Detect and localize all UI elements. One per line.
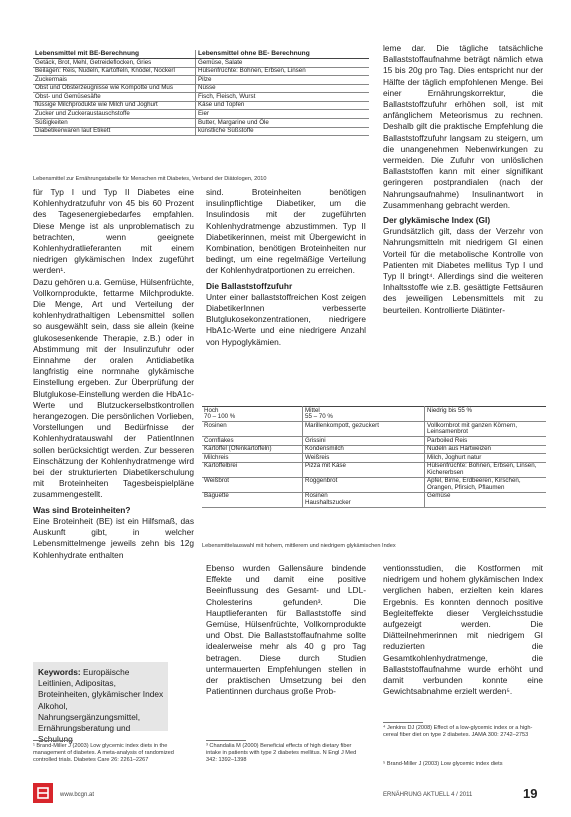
table-caption: Lebensmittelauswahl mit hohem, mittlerem und niedrigem glykämischen Index [202, 543, 396, 549]
paragraph: für Typ I und Typ II Diabetes eine Kohlenhydratzufuhr von 45 bis 60 Prozent des Tagesenergiebedarfes empfahlen. Diese Menge ist als unproblematisch zu betrachten, wenn geeignete Kohlenhydratlieferanten mit einem niedrigen glykämischen Index zugeführt werden¹. [33, 187, 194, 276]
table-cell: Rosinen Haushaltszucker [303, 492, 425, 507]
be-food-table [33, 50, 369, 136]
keywords-label: Keywords: [38, 667, 81, 677]
table-cell: Nudeln aus Hartweizen [425, 445, 547, 454]
table-cell: Grissini [303, 437, 425, 446]
publisher-logo-icon [33, 783, 53, 803]
table-cell: Käse und Topfen [196, 101, 370, 110]
table-header: Mittel 55 – 70 % [303, 407, 425, 422]
table-cell: Diabetikerwaren laut Etikett [33, 127, 196, 136]
paragraph: ventionsstudien, die Kostformen mit niedrigem und hohem glykämischen Index verglichen haben, erzielten kein klares Ergebnis. Es konnten dennoch positive Begleiteffekte dieser Vergleichsstudie aufgezeigt werden. Die Diätteilnehmerinnen mit niedrigem GI reduzierten die Gesamtkohlenhydratmenge, die Ballaststoffaufnahme wurde erhöht und damit verbunden konnte eine Gewichtsabnahme erzielt werden⁵. [383, 563, 543, 697]
text-column-3-lower [383, 563, 543, 697]
table-cell: Milchreis [202, 454, 303, 463]
paragraph: leme dar. Die tägliche tatsächliche Ballaststoffaufnahme beträgt nämlich etwa 15 bis 20g pro Tag. Dies entspricht nur der Hälfte der täglich empfohlenen Menge. Bei einer Ernährungskorrektur, die Ballaststoffzufuhr erhöhen soll, ist mit anfänglichem Meteorismus zu rechnen. Deshalb gilt die praktische Empfehlung die Ballaststoffzufuhr langsam zu steigern, um die unangenehmen Nebenwirkungen zu vermeiden. Die Zufuhr von unlöslichen Ballaststoffen kann mit einer signifikant geringeren postprandialen (nach der Nahrungsaufnahme) Insulinantwort in Zusammenhang gebracht werden. [383, 43, 543, 210]
table-cell: Obst- und Gemüsesäfte [33, 93, 196, 102]
publisher-logo-icon [33, 783, 53, 803]
page-number: 19 [523, 786, 538, 801]
table-cell: Obst und Obsterzeugnisse wie Kompotte und Mus [33, 84, 196, 93]
table-cell: Beilagen: Reis, Nudeln, Kartoffeln, Knödel, Nockerl [33, 67, 196, 76]
footnote: ¹ Brand-Miller J (2003) Low glycemic index diets in the management of diabetes. A meta-analysis of randomized controlled trials. Diabetes Care 26: 2261–2267 [33, 743, 174, 763]
table-cell: Getäck, Brot, Mehl, Getreideflocken, Gries [33, 58, 196, 67]
table-cell: Gemüse, Salate [196, 58, 370, 67]
table-cell: Pizza mit Käse [303, 462, 425, 477]
footnote-rule [383, 722, 423, 723]
table-cell: Hülsenfrüchte: Bohnen, Erbsen, Linsen [196, 67, 370, 76]
table-cell: Rosinen [202, 422, 303, 437]
table-cell: Eier [196, 110, 370, 119]
paragraph: Eine Broteinheit (BE) ist ein Hilfsmaß, das Auskunft gibt, in welcher Lebensmittelmenge jeweils zehn bis 12g Kohlenhydrate enthalten [33, 515, 194, 560]
table-header: Niedrig bis 55 % [425, 407, 547, 422]
footnote: ⁴ Jenkins DJ (2008) Effect of a low-glycemic index or a high-cereal fiber diet on type 2 diabetes. JAMA 300: 2742–2753 [383, 725, 533, 738]
footnote-rule [33, 740, 73, 741]
text-column-2 [206, 187, 366, 348]
text-column-1 [33, 187, 194, 561]
table-cell: Apfel, Birne, Erdbeeren, Kirschen, Orangen, Pfirsich, Pflaumen [425, 477, 547, 492]
section-heading: Der glykämische Index (GI) [383, 215, 491, 226]
text-column-2-lower [206, 563, 366, 697]
paragraph: sind. Broteinheiten benötigen insulinpflichtige Diabetiker, um die Insulindosis mit der zugeführten Kohlenhydratmenge abzustimmen. Typ II Diabetikerinnen, meist mit Übergewicht in Kombination, benötigen Broteinheiten nur bedingt, um eine regelmäßige Verteilung der Kohlenhydratportionen zu erreichen. [206, 187, 366, 276]
footnote-rule [206, 740, 246, 741]
table-cell: Vollkornbrot mit ganzen Körnern, Leinsamenbrot [425, 422, 547, 437]
section-heading: Was sind Broteinheiten? [33, 504, 131, 515]
table-cell: Roggenbrot [303, 477, 425, 492]
table-cell: Pilze [196, 76, 370, 85]
footnote: ⁵ Brand-Miller J (2003) Low glycemic index diets [383, 761, 503, 767]
keywords-text: Europäische Leitlinien, Adipositas, Broteinheiten, glykämischer Index Alkohol, Nahrungsergänzungsmittel, Ernährungsberatung und Schulung [38, 667, 164, 745]
table-cell: Weißreis [303, 454, 425, 463]
table-cell: Fisch, Fleisch, Wurst [196, 93, 370, 102]
table-cell: Baguette [202, 492, 303, 507]
table-cell: Hülsenfrüchte: Bohnen, Erbsen, Linsen, Kichererbsen [425, 462, 547, 477]
table-header: Lebensmittel mit BE-Berechnung [33, 50, 196, 58]
table-cell: Kondensmilch [303, 445, 425, 454]
table-cell: Gemüse [425, 492, 547, 507]
section-heading: Die Ballaststoffzufuhr [206, 280, 293, 291]
table-cell: Weißbrot [202, 477, 303, 492]
keywords-box [33, 662, 168, 745]
table-cell: Marillenkompott, gezuckert [303, 422, 425, 437]
paragraph: Dazu gehören u.a. Gemüse, Hülsenfrüchte, Vollkornprodukte, fettarme Milchprodukte. Die Menge, Art und Verteilung der kohlenhydrathaltigen Lebensmittel sollen so ausgewählt sein, dass sie allein (keine glukosesenkende Therapie, z.B.) oder in Abstimmung mit der Insulinzufuhr oder Einnahme der oralen Antidiabetika langfristig eine normnahe glykämische Einstellung ergeben. Zur Überprüfung der Blutglukose-Einstellung werden die HbA1c-Werte und Blutzuckerselbstkontrollen herangezogen. Die persönlichen Vorlieben, Vorstellungen und Bedürfnisse der Kohlenhydratauswahl der PatientInnen sollen berücksichtigt werden. Zur besseren Einschätzung der Kohlenhydratmenge wird bei der strukturierten Diabetikerschulung mit Broteinheiten Tagesbeispielpläne zusammengestellt. [33, 276, 194, 500]
table-header: Lebensmittel ohne BE- Berechnung [196, 50, 370, 58]
footer-url: www.bcgn.at [60, 792, 95, 798]
table-cell: Milch, Joghurt natur [425, 454, 547, 463]
table-cell: Parboiled Reis [425, 437, 547, 446]
paragraph: Grundsätzlich gilt, dass der Verzehr von Nahrungsmitteln mit niedrigem GI einen Vorteil für die metabolische Kontrolle von Patienten mit Diabetes mellitus Typ I und Typ II bringt⁴. Allerdings sind die weiteren Inhaltsstoffe wie z.B. gesättigte Fettsäuren des jeweiligen Lebensmittels mit zu beurteilen. Kontrollierte Diätinter- [383, 226, 543, 315]
table-cell: Kartoffelbrei [202, 462, 303, 477]
table-caption: Lebensmittel zur Ernährungstabelle für Menschen mit Diabetes, Verband der Diätologen, 2010 [33, 176, 267, 182]
table-cell: Butter, Margarine und Öle [196, 119, 370, 128]
table-header: Hoch 70 – 100 % [202, 407, 303, 422]
paragraph: Ebenso wurden Gallensäure bindende Effekte und damit eine positive Beeinflussung des Gesamt- und LDL-Cholesterins gefunden³. Die Hauptlieferanten für Ballaststoffe sind Gemüse, Hülsenfrüchte, Vollkornprodukte und Obst. Die Ballaststoffaufnahme sollte idealerweise mehr als 40 g pro Tag betragen. Diese durch Studien untermauerten Empfehlungen stellen in der praktischen Umsetzung bei den Patientinnen durchaus große Prob- [206, 563, 366, 697]
table-cell: künstliche Süßstoffe [196, 127, 370, 136]
text-column-3 [383, 43, 543, 316]
table-cell: flüssige Milchprodukte wie Milch und Joghurt [33, 101, 196, 110]
table-cell: Zuckermais [33, 76, 196, 85]
gi-food-table [202, 406, 546, 508]
table-cell: Cornflakes [202, 437, 303, 446]
table-cell: Kartoffel (Ofenkartoffeln) [202, 445, 303, 454]
paragraph: Unter einer ballaststoffreichen Kost zeigen DiabetikerInnen verbesserte Blutglukosekonzentrationen, niedrigere HbA1c-Werte und eine niedrigere Anzahl von Hypoglykämien. [206, 291, 366, 347]
table-cell: Zucker und Zuckeraustauschstoffe [33, 110, 196, 119]
footer-issue: ERNÄHRUNG AKTUELL 4 / 2011 [383, 792, 473, 798]
table-cell: Nüsse [196, 84, 370, 93]
footnote: ³ Chandalia M (2000) Beneficial effects of high dietary fiber intake in patients with type 2 diabetes mellitus. N Engl J Med 342: 1392–1398 [206, 743, 357, 763]
table-cell: Süßigkeiten [33, 119, 196, 128]
